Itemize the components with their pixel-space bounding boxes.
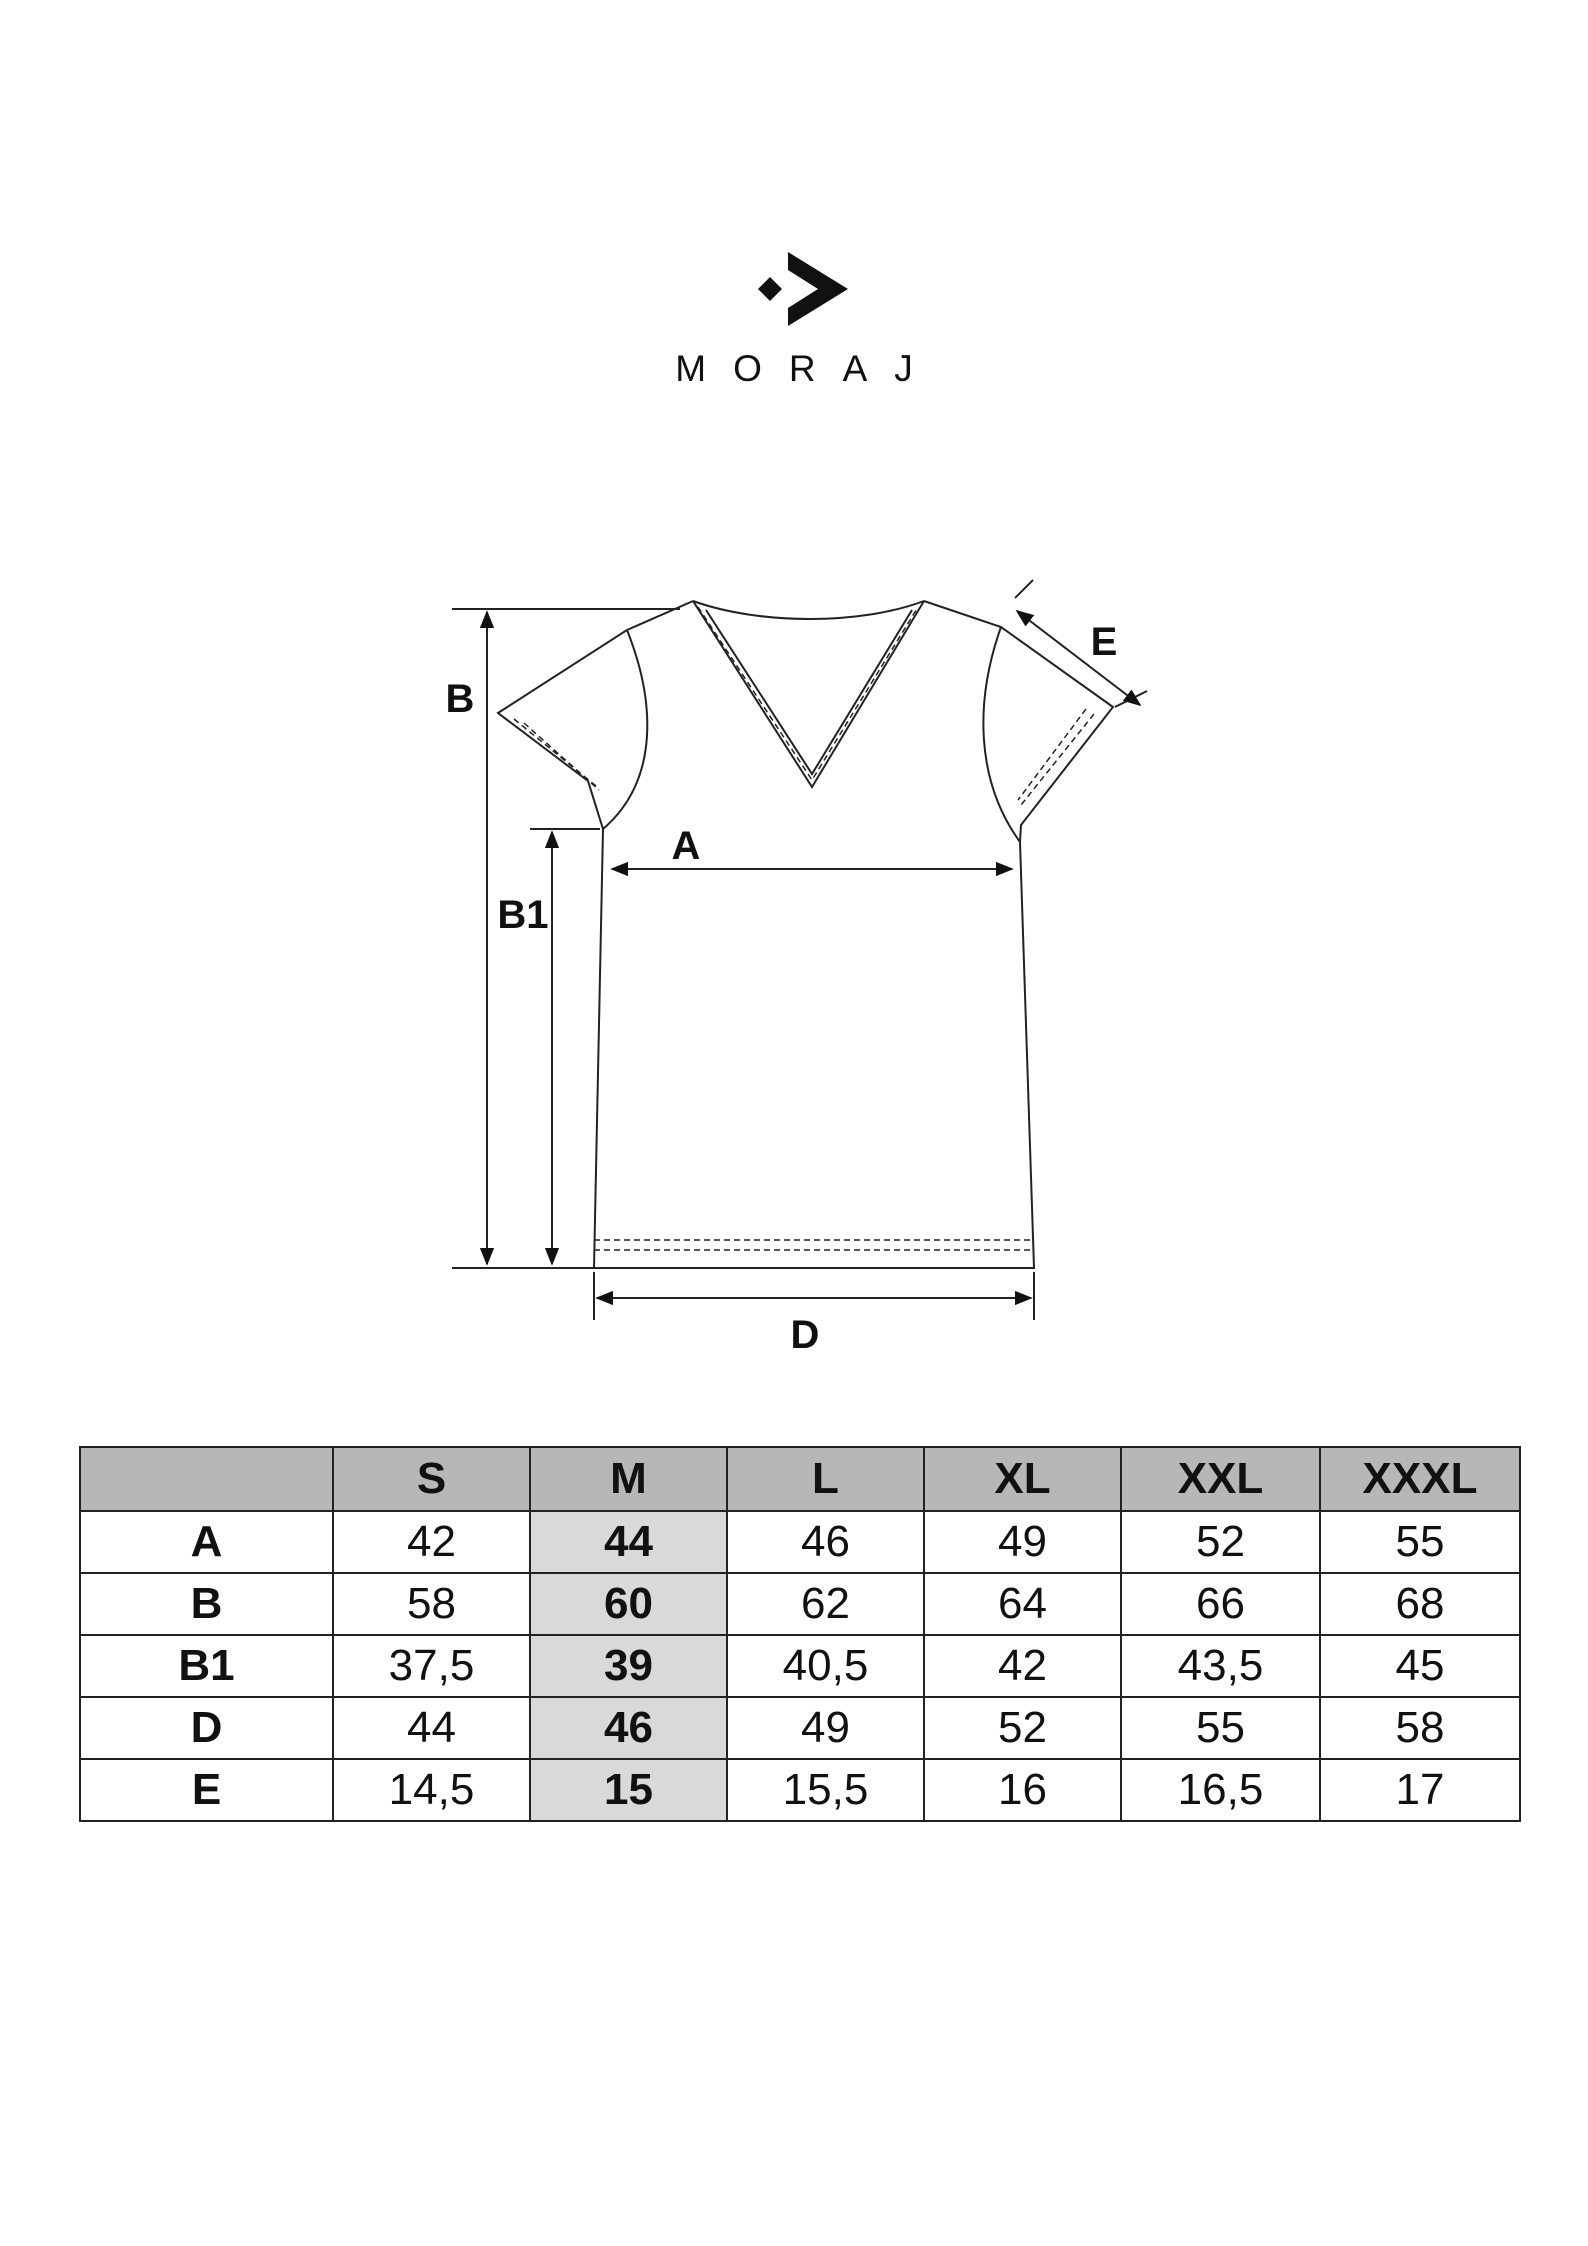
label-B: B <box>445 677 475 721</box>
table-cell-highlighted: 15 <box>530 1759 727 1821</box>
table-row <box>80 1511 1520 1573</box>
table-cell: 68 <box>1320 1573 1520 1635</box>
size-chart-table <box>79 1446 1521 1822</box>
header-corner <box>80 1447 333 1511</box>
table-cell: 58 <box>1320 1697 1520 1759</box>
table-cell: 42 <box>333 1511 530 1573</box>
label-D: D <box>790 1313 820 1357</box>
table-cell: 52 <box>1121 1511 1320 1573</box>
label-E: E <box>1090 620 1118 664</box>
table-cell: 44 <box>333 1697 530 1759</box>
label-B1: B1 <box>497 893 549 937</box>
table-cell: 55 <box>1320 1511 1520 1573</box>
table-cell: 17 <box>1320 1759 1520 1821</box>
table-cell: 46 <box>727 1511 924 1573</box>
brand-name: MORAJ <box>675 348 940 389</box>
table-cell: 66 <box>1121 1573 1320 1635</box>
diamond-chevron-icon <box>758 252 848 326</box>
table-cell: 58 <box>333 1573 530 1635</box>
table-row <box>80 1573 1520 1635</box>
row-label: B1 <box>80 1635 333 1697</box>
table-row <box>80 1635 1520 1697</box>
table-row <box>80 1759 1520 1821</box>
tshirt-outline <box>498 601 1113 1268</box>
tshirt-diagram <box>0 560 1588 1360</box>
table-cell: 42 <box>924 1635 1121 1697</box>
table-cell-highlighted: 46 <box>530 1697 727 1759</box>
size-header: XL <box>924 1447 1121 1511</box>
table-cell: 55 <box>1121 1697 1320 1759</box>
size-header: XXL <box>1121 1447 1320 1511</box>
table-cell: 16 <box>924 1759 1121 1821</box>
size-header: S <box>333 1447 530 1511</box>
size-header: XXXL <box>1320 1447 1520 1511</box>
table-cell: 43,5 <box>1121 1635 1320 1697</box>
row-label: E <box>80 1759 333 1821</box>
table-cell-highlighted: 39 <box>530 1635 727 1697</box>
table-cell: 62 <box>727 1573 924 1635</box>
table-cell: 45 <box>1320 1635 1520 1697</box>
dimension-lines <box>452 580 1147 1320</box>
table-cell: 64 <box>924 1573 1121 1635</box>
size-header: L <box>727 1447 924 1511</box>
row-label: A <box>80 1511 333 1573</box>
table-cell: 49 <box>924 1511 1121 1573</box>
table-cell: 16,5 <box>1121 1759 1320 1821</box>
header-row <box>80 1447 1520 1511</box>
size-header: M <box>530 1447 727 1511</box>
table-cell: 40,5 <box>727 1635 924 1697</box>
table-cell: 15,5 <box>727 1759 924 1821</box>
table-cell: 37,5 <box>333 1635 530 1697</box>
row-label: B <box>80 1573 333 1635</box>
label-A: A <box>671 824 701 868</box>
table-cell: 52 <box>924 1697 1121 1759</box>
row-label: D <box>80 1697 333 1759</box>
table-cell: 49 <box>727 1697 924 1759</box>
table-cell-highlighted: 44 <box>530 1511 727 1573</box>
table-row <box>80 1697 1520 1759</box>
table-cell: 14,5 <box>333 1759 530 1821</box>
table-cell-highlighted: 60 <box>530 1573 727 1635</box>
